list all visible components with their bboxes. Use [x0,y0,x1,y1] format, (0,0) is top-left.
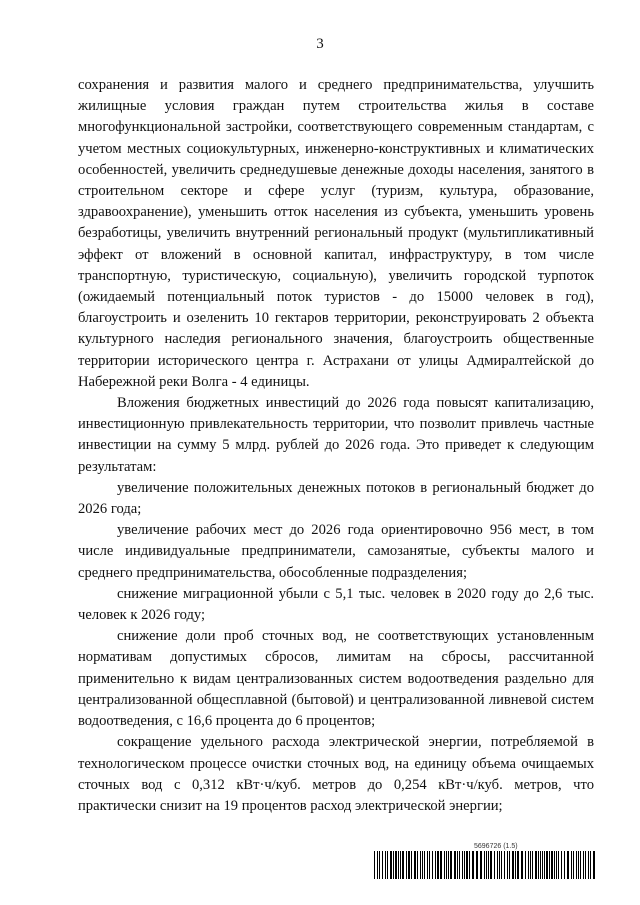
paragraph-budget-flows: увеличение положительных денежных потоков в региональный бюджет до 2026 года; [78,479,594,518]
barcode-icon [374,851,596,879]
document-body [78,75,594,817]
paragraph-migration: снижение миграционной убыли с 5,1 тыс. человек в 2020 году до 2,6 тыс. человек к 2026 году; [78,585,594,624]
document-code: 5696726 (1.5) [474,843,518,850]
paragraph-investments: Вложения бюджетных инвестиций до 2026 года повысят капитализацию, инвестиционную привлекательность территории, что позволит привлечь частные инвестиции на сумму 5 млрд. рублей до 2026 года. Это приведет к следующим результатам: [78,395,594,475]
paragraph-wastewater: снижение доли проб сточных вод, не соответствующих установленным нормативам допустимых сбросов, лимитам на сбросы, рассчитанной применительно к видам централизованных систем водоотведения раздельно для централизованной общесплавной (бытовой) и централизованной ливневой систем водоотведения, с 16,6 процента до 6 процентов; [78,628,594,730]
page-number: 3 [316,36,324,52]
paragraph-continuation: сохранения и развития малого и среднего предпринимательства, улучшить жилищные условия граждан путем строительства жилья в составе многофункциональной застройки, соответствующего современным стандартам, с учетом местных социокультурных, инженерно-конструктивных и климатических особенностей, увеличить среднедушевые денежные доходы населения, занятого в строительном секторе и сфере услуг (туризм, культура, образование, здравоохранение), уменьшить отток населения из субъекта, уменьшить уровень безработицы, увеличить внутренний региональный продукт (мультипликативный эффект от вложений в основной капитал, инфраструктуру, в том числе транспортную, туристическую, социальную), увеличить городской турпоток (ожидаемый потенциальный поток туристов - до 15000 человек в год), благоустроить и озеленить 10 гектаров территории, реконструировать 2 объекта культурного наследия регионального значения, благоустроить общественные территории исторического центра г. Астрахани от улицы Адмиралтейской до Набережной реки Волга - 4 единицы. [78,77,594,390]
paragraph-jobs: увеличение рабочих мест до 2026 года ориентировочно 956 мест, в том числе индивидуальные предприниматели, самозанятые, субъекты малого и среднего предпринимательства, обособленные подразделения; [78,522,594,581]
paragraph-energy: сокращение удельного расхода электрической энергии, потребляемой в технологическом процессе очистки сточных вод, на единицу объема очищаемых сточных вод с 0,312 кВт·ч/куб. метров до 0,254 кВт·ч/куб. метров, что практически снизит на 19 процентов расход электрической энергии; [78,734,594,814]
